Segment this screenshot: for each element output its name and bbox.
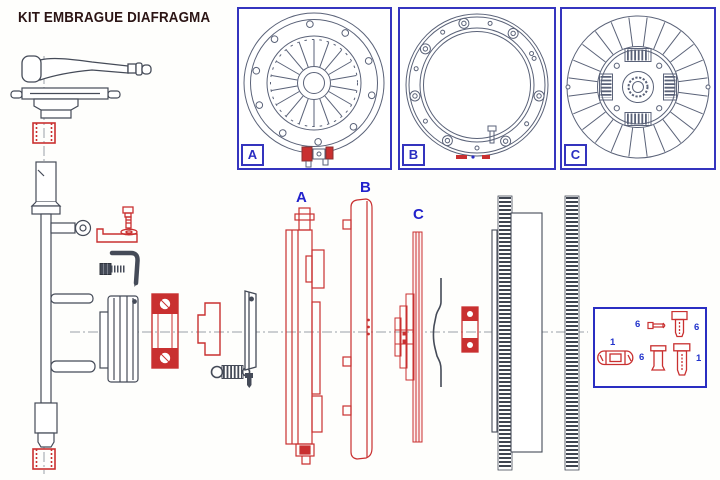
mount-bolt xyxy=(245,373,253,388)
disc-profile xyxy=(395,232,422,442)
hub-sleeve xyxy=(198,303,220,355)
legend-qty: 6 xyxy=(639,352,645,363)
view-label-b: B xyxy=(402,144,425,166)
release-bearing-carrier xyxy=(100,296,138,382)
pilot-bushing-icon xyxy=(597,349,635,367)
legend-qty: 1 xyxy=(696,353,702,364)
return-spring xyxy=(212,366,250,379)
exploded-label-b: B xyxy=(360,179,371,196)
view-label-c: C xyxy=(564,144,587,166)
view-label-a: A xyxy=(241,144,264,166)
bolt-short-icon xyxy=(671,311,691,341)
cover-profile xyxy=(343,199,372,459)
flywheel xyxy=(492,196,542,470)
bracket-plate xyxy=(245,291,256,370)
page-title: KIT EMBRAGUE DIAFRAGMA xyxy=(18,10,211,26)
legend-qty: 6 xyxy=(694,322,700,333)
rivet-flanged-icon xyxy=(650,345,668,375)
hex-bolt xyxy=(100,264,126,275)
legend-qty: 6 xyxy=(635,319,641,330)
exploded-label-a: A xyxy=(296,189,307,206)
pressure-plate-profile xyxy=(286,208,324,464)
push-rod xyxy=(112,253,138,287)
bolt-long-icon xyxy=(673,343,693,377)
exploded-label-c: C xyxy=(413,206,424,223)
ring-gear xyxy=(565,196,579,470)
pilot-bearing xyxy=(462,307,478,352)
legend-qty: 1 xyxy=(610,337,616,348)
fork-shaft xyxy=(32,162,95,447)
fastener-legend xyxy=(593,307,707,388)
adjuster-bolt xyxy=(121,207,137,235)
rivet-small-icon xyxy=(647,320,667,332)
release-lever xyxy=(22,56,151,82)
pivot-bracket xyxy=(11,88,120,118)
release-bearing xyxy=(152,294,178,368)
